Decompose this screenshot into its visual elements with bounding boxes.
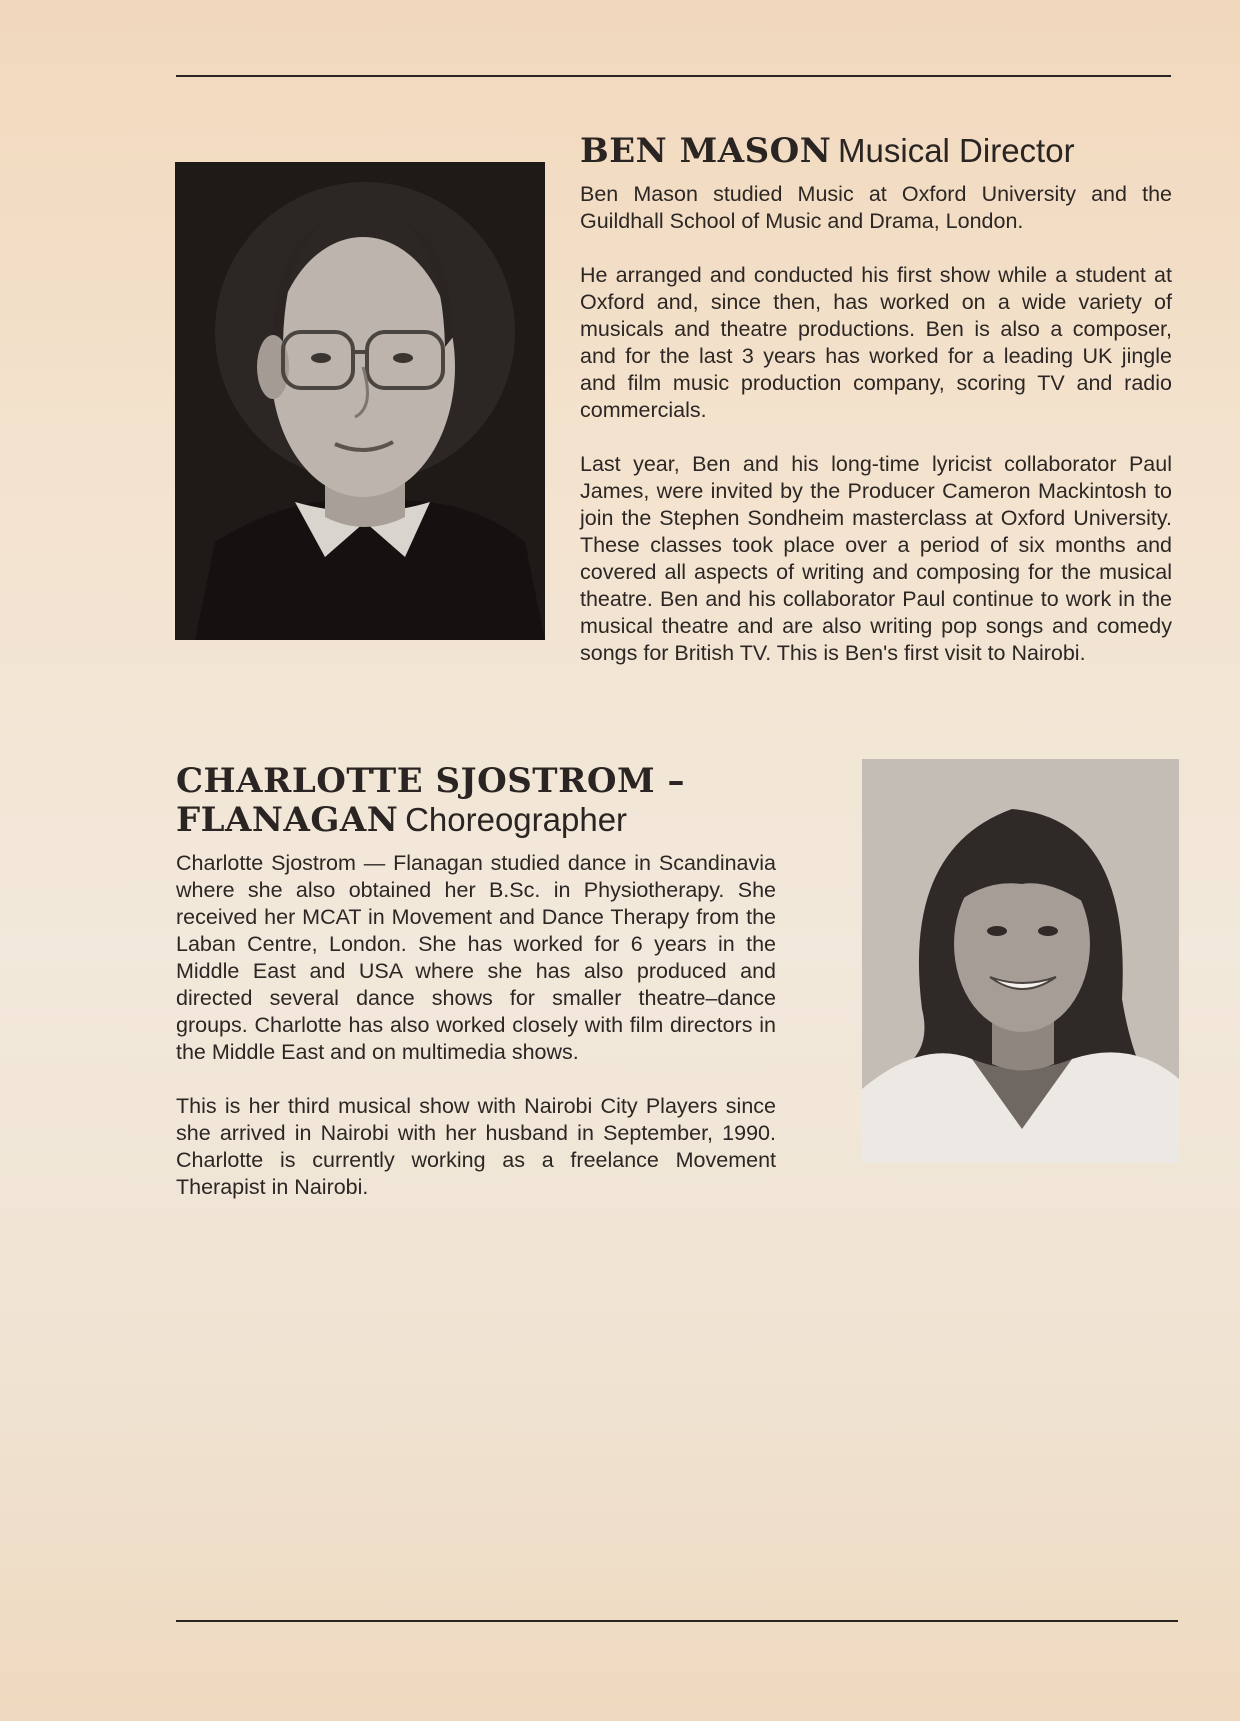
charlotte-name-line1: CHARLOTTE SJOSTROM – (176, 761, 685, 801)
bottom-rule (176, 1620, 1178, 1622)
ben-mason-bio (580, 132, 1172, 667)
ben-bio-paragraph-1: Ben Mason studied Music at Oxford University and the Guildhall School of Music and Drama, London. (580, 182, 1172, 234)
charlotte-role: Choreographer (405, 801, 628, 839)
ben-mason-role: Musical Director (838, 132, 1075, 169)
ben-mason-photo (175, 162, 545, 640)
ben-mason-heading (580, 132, 1172, 171)
charlotte-name-line2: FLANAGAN (176, 800, 399, 841)
charlotte-bio-paragraph-1: Charlotte Sjostrom — Flanagan studied dance in Scandinavia where she also obtained her B.Sc. in Physiotherapy. She received her MCAT in Movement and Dance Therapy from the Laban Centre, London. She has worked for 6 years in the Middle East and USA where she has also produced and directed several dance shows for smaller theatre–dance groups. Charlotte has also worked closely with film directors in the Middle East and on multimedia shows. (176, 851, 776, 1065)
charlotte-bio (176, 762, 776, 1201)
ben-bio-paragraph-2: He arranged and conducted his first show while a student at Oxford and, since then, has worked on a wide variety of musicals and theatre productions. Ben is also a composer, and for the last 3 years has worked for a leading UK jingle and film music production company, scoring TV and radio commercials. (580, 263, 1172, 423)
charlotte-bio-paragraph-2: This is her third musical show with Nairobi City Players since she arrived in Nairobi with her husband in September, 1990. Charlotte is currently working as a freelance Movement Therapist in Nairobi. (176, 1094, 776, 1200)
ben-mason-name: BEN MASON (580, 131, 832, 171)
top-rule (176, 75, 1171, 77)
charlotte-heading (176, 762, 776, 840)
ben-bio-paragraph-3: Last year, Ben and his long-time lyricist collaborator Paul James, were invited by the Producer Cameron Mackintosh to join the Stephen Sondheim masterclass at Oxford University. These classes took place over a period of six months and covered all aspects of writing and composing for the musical theatre. Ben and his collaborator Paul continue to work in the musical theatre and are also writing pop songs and comedy songs for British TV. This is Ben's first visit to Nairobi. (580, 452, 1172, 666)
charlotte-photo (862, 759, 1179, 1163)
